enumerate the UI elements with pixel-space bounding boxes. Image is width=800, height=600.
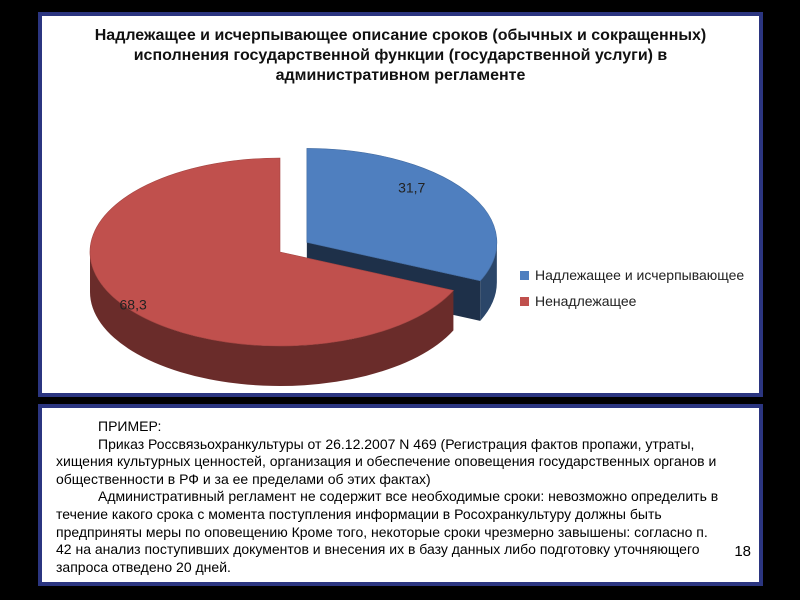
- page-number: 18: [734, 543, 751, 560]
- legend-item-improper: [520, 288, 744, 314]
- chart-title-line: исполнения государственной функции (государственной услуги) в: [133, 47, 668, 64]
- chart-title-line: административном регламенте: [275, 67, 526, 84]
- data-label-proper: 31,7: [398, 179, 426, 196]
- chart-panel: [38, 12, 763, 397]
- legend-swatch-proper: [520, 271, 529, 280]
- text-body: [56, 418, 719, 576]
- regulation-paragraph: Административный регламент не содержит все необходимые сроки: невозможно определить в течение какого срока с момента поступления информации в Росохранкультуру должны быть предприняты меры по оповещению Кроме того, некоторые сроки чрезмерно завышены: согласно п. 42 на анализ поступивших документов и внесения их в базу данных либо подготовку уточняющего запроса отведено 20 дней.: [56, 488, 719, 575]
- legend-label-proper: Надлежащее и исчерпывающее: [535, 267, 745, 283]
- example-heading: ПРИМЕР:: [98, 418, 162, 434]
- legend-label-improper: Ненадлежащее: [535, 293, 637, 309]
- order-paragraph: Приказ Россвязьохранкультуры от 26.12.2007 N 469 (Регистрация фактов пропажи, утраты, хищения культурных ценностей, организация и обеспечение оповещения государственных органов и общественности в РФ и за ее пределами об этих фактах): [56, 435, 717, 487]
- legend-item-proper: [520, 262, 744, 288]
- chart-legend: [520, 262, 744, 314]
- chart-title-line: Надлежащее и исчерпывающее описание сроков (обычных и сокращенных): [94, 27, 707, 44]
- pie-chart: [42, 16, 759, 393]
- data-label-improper: 68,3: [119, 296, 147, 313]
- legend-swatch-improper: [520, 297, 529, 306]
- text-panel: [38, 404, 763, 586]
